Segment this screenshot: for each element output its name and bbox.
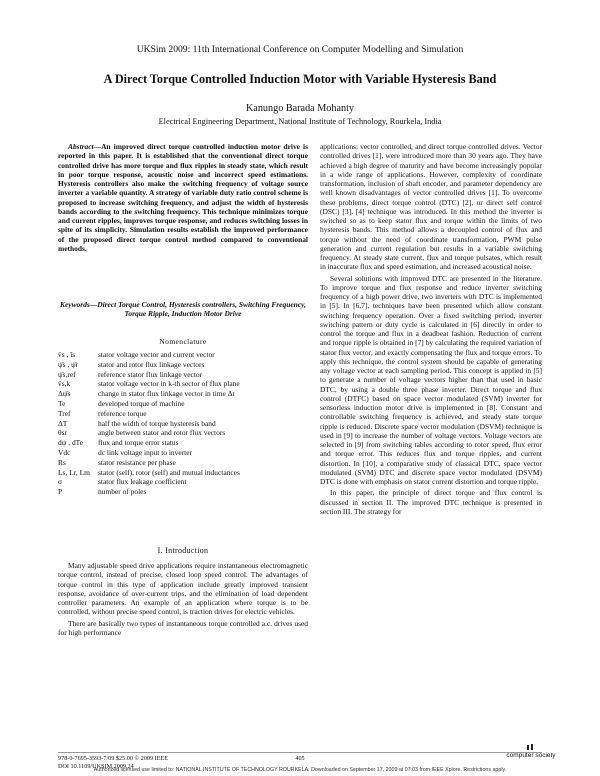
nomenclature-definition: stator resistance per phase xyxy=(98,457,176,467)
computer-society-logo-text: computer society xyxy=(506,751,556,759)
computer-society-logo xyxy=(506,744,556,759)
nomenclature-row xyxy=(58,389,308,399)
footer-rule xyxy=(58,752,542,753)
nomenclature-row xyxy=(58,419,308,429)
nomenclature-definition: stator and rotor flux linkage vectors xyxy=(98,359,205,369)
nomenclature-definition: number of poles xyxy=(98,487,147,497)
nomenclature-row xyxy=(58,370,308,380)
nomenclature-symbol: Vdc xyxy=(58,447,71,457)
intro-paragraph: There are basically two types of instantaneous torque controlled a.c. drives used for high performance xyxy=(58,618,308,637)
footer-isbn: 978-0-7695-3593-7/09 $25.00 © 2009 IEEE xyxy=(58,755,169,762)
nomenclature-definition: reference torque xyxy=(98,408,147,418)
nomenclature-symbol: Rs xyxy=(58,457,66,467)
nomenclature-row xyxy=(58,487,308,497)
nomenclature-definition: stator (self), rotor (self) and mutual inductances xyxy=(98,467,240,477)
body-paragraph: In this paper, the principle of direct torque and flux control is discussed in section II. The improved DTC technique is presented in section III. The strategy for xyxy=(320,488,542,516)
page-number: 405 xyxy=(295,755,305,762)
abstract xyxy=(58,142,308,253)
nomenclature-row xyxy=(58,360,308,370)
nomenclature-definition: angle between stator and rotor flux vectors xyxy=(98,428,226,438)
nomenclature-symbol: Tref xyxy=(58,408,71,418)
body-paragraph: applications: vector controlled, and direct torque controlled drives. Vector controlled drives [1], were introduced more than 30 years ago. They have achieved a high degree of maturity and have become increasingly popular in a wide range of applications. However, complexity of coordinate transformation, inclusion of shaft encoder, and parameter dependency are well known disadvantages of vector controlled drives [1]. To overcome these problems, direct torque control (DTC) [2], or direct self control (DSC) [3], [4] technique was introduced. In this method the inverter is switched so as to keep stator flux and torque within the limits of two hysteresis bands. This method allows a decoupled control of flux and torque without the need of coordinate transformation, PWM pulse generation and current regulation but results in a variable switching frequency. At steady state current, flux and torque pulsates, which result in inaccurate flux and speed estimation, and increased acoustical noise. xyxy=(320,142,542,272)
nomenclature-row xyxy=(58,477,308,487)
abstract-label: Abstract xyxy=(68,142,94,151)
nomenclature-row xyxy=(58,458,308,468)
nomenclature-symbol: P xyxy=(58,487,63,497)
nomenclature-definition: flux and torque error status xyxy=(98,438,179,448)
nomenclature-definition: developed torque of machine xyxy=(98,398,185,408)
nomenclature-definition: stator voltage vector in k-th sector of flux plane xyxy=(98,379,240,389)
author-affiliation: Electrical Engineering Department, National Institute of Technology, Rourkela, India xyxy=(158,117,442,126)
nomenclature-symbol: ψ̄s , ψ̄r xyxy=(58,359,79,369)
paper-title: A Direct Torque Controlled Induction Motor with Variable Hysteresis Band xyxy=(103,72,497,86)
section-heading-introduction: I. Introduction xyxy=(157,546,209,555)
nomenclature-symbol: ψ̄s,ref xyxy=(58,369,76,379)
nomenclature-row xyxy=(58,399,308,409)
conference-header: UKSim 2009: 11th International Conference on Computer Modelling and Simulation xyxy=(136,44,464,55)
computer-society-logo-mark xyxy=(526,744,536,750)
nomenclature-row xyxy=(58,409,308,419)
nomenclature-symbol: Δψ̄s xyxy=(58,389,71,399)
nomenclature-definition: half the width of torque hysteresis band xyxy=(98,418,216,428)
intro-left-column xyxy=(58,561,308,637)
nomenclature-symbol: dψ , dTe xyxy=(58,438,83,448)
nomenclature-symbol: Te xyxy=(58,398,66,408)
nomenclature-row xyxy=(58,438,308,448)
body-paragraph: Several solutions with improved DTC are presented in the literature. To improve torque and flux response and reduce inverter switching frequency of a high power drive, two inverters with DTC is implemented in [5]. In [6,7], techniques have been presented which allow constant switching frequency operation. Over a fixed switching period, inverter switching pattern or duty cycle is calculated in [6] directly in order to control the torque and flux in a deadbeat fashion. Reduction of current and torque ripple is obtained in [7] by calculating the required variation of stator flux vector, and exactly compensating the flux and torque errors. To apply this technique, the control system should be capable of generating any voltage vector at each sampling period. This concept is applied in [5] to generate a number of voltage vectors higher than that used in basic DTC, by using a double three phase inverter. Direct torque and flux control (DTFC) based on space vector modulated (SVM) inverter for sensorless induction motor drive is implemented in [8]. Constant and controllable switching frequency is achieved, and steady state torque ripple is reduced. Discrete space vector modulation (DSVM) technique is used in [9] to increase the number of voltage vectors. Voltage vectors are selected in [9] from switching tables according to rotor speed, flux error and torque error. This reduces flux and torque ripples, and current distortion. In [10], a comparative study of classical DTC, space vector modulated (SVM) DTC and discrete space vector modulated (DSVM) DTC is done with emphasis on stator current distortion and torque ripple. xyxy=(320,273,542,486)
nomenclature-row xyxy=(58,379,308,389)
abstract-text: —An improved direct torque controlled induction motor drive is reported in this paper. It is established that the conventional direct torque controlled drive has more torque and flux ripples in steady state, which result in poor torque response, acoustic noise and incorrect speed estimations. Hysteresis controllers also make the switching frequency of voltage source inverter a variable quantity. A strategy of variable duty ratio control scheme is proposed to increase switching frequency, and adjust the width of hysteresis bands according to the switching frequency. This technique minimizes torque and current ripples, improves torque response, and reduces switching losses in spite of its simplicity. Simulation results establish the improved performance of the proposed direct torque control method compared to conventional methods. xyxy=(58,142,308,253)
nomenclature-symbol: ΔT xyxy=(58,418,68,428)
nomenclature-definition: dc link voltage input to inverter xyxy=(98,447,192,457)
nomenclature-symbol: θsr xyxy=(58,428,67,438)
nomenclature-definition: reference stator flux linkage vector xyxy=(98,369,203,379)
nomenclature-definition: stator voltage vector and current vector xyxy=(98,350,215,359)
nomenclature-row xyxy=(58,428,308,438)
nomenclature-symbol: v̄s , īs xyxy=(58,350,76,359)
footer-doi: DOI 10.1109/UKSIM.2009.24 xyxy=(58,763,134,770)
intro-paragraph: Many adjustable speed drive applications require instantaneous electromagnetic torque control, instead of precise, closed loop speed control. The advantages of torque control in this type of application include greatly improved transient response, avoidance of over-current trips, and the elimination of load dependent controller parameters. An example of an application where torque is to be controlled, without precise speed control, is traction drives for electric vehicles. xyxy=(58,561,308,617)
nomenclature-heading: Nomenclature xyxy=(159,337,207,346)
nomenclature-symbol: Ls, Lr, Lm xyxy=(58,467,90,477)
nomenclature-symbol: v̄s,k xyxy=(58,379,71,389)
intro-right-column xyxy=(320,142,542,516)
license-notice: Authorized licensed use limited to: NATIONAL INSTITUTE OF TECHNOLOGY ROURKELA. Downloaded on September 17, 2009 at 07:03 from IEEE Xplore. Restrictions apply. xyxy=(93,767,507,773)
keywords: Keywords—Direct Torque Control, Hysteresis controllers, Switching Frequency, Torque Ripple, Induction Motor Drive xyxy=(60,300,306,319)
nomenclature-definition: stator flux leakage coefficient xyxy=(98,477,187,487)
nomenclature-row xyxy=(58,350,308,360)
author-name: Kanungo Barada Mohanty xyxy=(245,103,355,114)
nomenclature-row xyxy=(58,468,308,478)
nomenclature-row xyxy=(58,448,308,458)
nomenclature-definition: change in stator flux linkage vector in time Δt xyxy=(98,389,235,399)
nomenclature-symbol: σ xyxy=(58,477,63,487)
nomenclature-list xyxy=(58,350,308,497)
